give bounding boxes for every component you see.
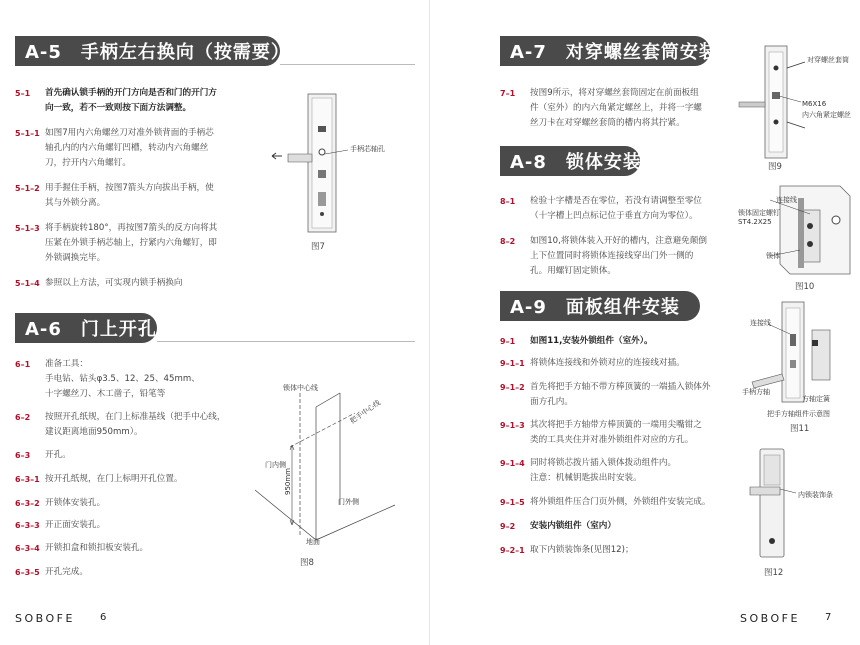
step-number: 5–1–1 <box>15 129 40 138</box>
step-number: 6–3–3 <box>15 521 40 530</box>
step-text: 准备工具： <box>45 359 88 369</box>
step-text: 如图10,将锁体装入开好的槽内，注意避免颠倒 <box>530 236 707 246</box>
section-title: A-7 对穿螺丝套筒安装 <box>510 42 718 63</box>
section-header-a8 <box>500 146 640 176</box>
step-text: 轴孔内的内六角螺钉凹槽，转动内六角螺丝 <box>45 143 209 153</box>
step-number: 6–1 <box>15 360 31 369</box>
step-text: 刀，拧开内六角螺钉。 <box>45 158 131 168</box>
figure-12-inner-trim <box>750 445 830 565</box>
figure-7-caption: 图7 <box>311 242 325 252</box>
fig10-label-lockbody: 锁体 <box>766 252 780 260</box>
section-header-a5 <box>15 36 415 66</box>
step-number: 6–2 <box>15 413 31 422</box>
step-text: 同时将锁芯拨片插入锁体拨动组件内。 <box>530 458 677 468</box>
step-number: 6–3–1 <box>15 475 40 484</box>
step-text: 外锁调换完毕。 <box>45 253 106 263</box>
fig11-label-shaft-spring: 方轴定簧 <box>802 395 830 403</box>
step-text: 上下位置同时将锁体连接线穿出门外一侧的 <box>530 251 694 261</box>
step-number: 6–3–5 <box>15 568 40 577</box>
fig10-label-screw-size: ST4.2X25 <box>738 218 772 226</box>
fig9-label-hex-screw: 内六角紧定螺丝 <box>802 111 851 119</box>
fig9-label-sleeve: 对穿螺丝套筒 <box>807 56 849 64</box>
step-text: 用手握住手柄，按图7箭头方向拔出手柄，使 <box>45 183 214 193</box>
fig8-label-door-outside: 门外侧 <box>338 498 359 506</box>
step-number: 6–3 <box>15 451 31 460</box>
figure-11-caption: 图11 <box>790 424 810 434</box>
step-text: 开正面安装孔。 <box>45 520 106 530</box>
step-text: 开孔完成。 <box>45 567 88 577</box>
section-title: A-8 锁体安装 <box>510 152 642 173</box>
step-text: 建议距离地面950mm）。 <box>45 427 143 437</box>
header-rule <box>157 341 415 342</box>
step-text: 其与外锁分离。 <box>45 198 106 208</box>
step-text: 取下内锁装饰条(见图12)； <box>530 545 634 555</box>
step-text: 安装内锁组件（室内） <box>530 521 616 531</box>
step-number: 9–1–2 <box>500 383 525 392</box>
step-number: 5–1–2 <box>15 184 40 193</box>
step-number: 5–1 <box>15 89 31 98</box>
step-text: 如图7用内六角螺丝刀对准外锁背面的手柄芯 <box>45 128 214 138</box>
step-number: 8–1 <box>500 197 516 206</box>
step-number: 9–1–5 <box>500 498 525 507</box>
step-text: 压紧在外锁手柄芯轴上，拧紧内六角螺钉，即 <box>45 238 217 248</box>
step-number: 7–1 <box>500 89 516 98</box>
step-text: 将锁体连接线和外锁对应的连接线对插。 <box>530 358 685 368</box>
step-text: （十字槽上凹点标记位于垂直方向为零位）。 <box>530 211 698 221</box>
step-number: 9–2 <box>500 522 516 531</box>
step-text: 按照开孔纸规，在门上标准基线（把手中心线， <box>45 412 226 422</box>
fig10-label-wire: 连接线 <box>776 196 797 204</box>
fig7-label-handle-shaft-hole: 手柄芯轴孔 <box>350 145 385 153</box>
step-text: 注意：机械钥匙拔出时安装。 <box>530 473 642 483</box>
fig8-label-lock-center: 锁体中心线 <box>283 384 318 392</box>
step-text: 件（室外）的内六角紧定螺丝上，并将一字螺 <box>530 103 702 113</box>
step-text: 孔。用螺钉固定锁体。 <box>530 266 616 276</box>
step-text: 向一致，若不一致则按下面方法调整。 <box>45 103 192 113</box>
fig8-label-height: 950mm <box>284 468 292 495</box>
step-number: 6–3–2 <box>15 499 40 508</box>
section-title: A-5 手柄左右换向（按需要） <box>25 42 290 63</box>
step-number: 6–3–4 <box>15 544 40 553</box>
header-rule <box>280 64 415 65</box>
step-text: 开锁扣盒和锁扣板安装孔。 <box>45 543 149 553</box>
step-text: 检验十字槽是否在零位，若没有请调整至零位 <box>530 196 702 206</box>
step-text: 开孔。 <box>45 450 71 460</box>
step-text: 面方孔内。 <box>530 397 573 407</box>
fig8-label-door-inside: 门内侧 <box>265 461 286 469</box>
step-text: 十字螺丝刀、木工凿子，铅笔等 <box>45 389 166 399</box>
right-page <box>430 0 860 645</box>
figure-8-door-drilling-diagram <box>250 385 400 555</box>
fig10-label-fix-screw: 锁体固定螺钉 <box>738 209 780 217</box>
page-number: 7 <box>825 612 832 623</box>
step-text: 参照以上方法，可实现内锁手柄换向 <box>45 278 183 288</box>
step-text: 首先将把手方轴不带方棒顶簧的一端插入锁体外 <box>530 382 711 392</box>
fig8-label-handle-center: 把手中心线 <box>348 398 382 426</box>
step-number: 9–1–4 <box>500 459 525 468</box>
figure-10-lockbody-install <box>740 180 860 280</box>
step-text: 手电钻、钻头φ3.5、12、25、45mm、 <box>45 374 200 384</box>
step-number: 5–1–3 <box>15 224 40 233</box>
step-number: 9–2–1 <box>500 546 525 555</box>
figure-7-lock-handle <box>270 92 390 252</box>
step-text: 其次将把手方轴带方棒顶簧的一端用尖嘴钳之 <box>530 420 702 430</box>
step-text: 首先确认锁手柄的开门方向是否和门的开门方 <box>45 88 217 98</box>
step-text: 丝刀卡在对穿螺丝套筒的槽内将其拧紧。 <box>530 118 685 128</box>
section-title: A-9 面板组件安装 <box>510 297 680 318</box>
brand-logo: SOBOFE <box>15 612 75 625</box>
fig11-label-handle-shaft: 手柄方轴 <box>742 388 770 396</box>
fig11-label-wire: 连接线 <box>750 319 771 327</box>
fig12-label-inner-trim: 内锁装饰条 <box>798 491 833 499</box>
step-text: 按图9所示，将对穿螺丝套筒固定在前面板组 <box>530 88 699 98</box>
step-number: 9–1–3 <box>500 421 525 430</box>
step-text: 类的工具夹住并对准外锁组件对应的方孔。 <box>530 435 694 445</box>
step-number: 9–1 <box>500 337 516 346</box>
fig8-label-ground: 地面 <box>306 538 320 546</box>
step-number: 9–1–1 <box>500 359 525 368</box>
figure-9-caption: 图9 <box>768 162 782 172</box>
step-text: 按开孔纸规，在门上标明开孔位置。 <box>45 474 183 484</box>
step-text: 将外锁组件压合门页外侧，外锁组件安装完成。 <box>530 497 711 507</box>
brand-logo: SOBOFE <box>740 612 800 625</box>
section-title: A-6 门上开孔 <box>25 319 157 340</box>
figure-8-caption: 图8 <box>300 558 314 568</box>
section-header-a7 <box>500 36 718 66</box>
figure-12-caption: 图12 <box>764 568 784 578</box>
section-header-a9 <box>500 291 700 321</box>
fig11-label-subtitle: 把手方轴组件示意图 <box>767 410 830 418</box>
section-header-a6 <box>15 313 415 343</box>
step-text: 将手柄旋转180°，再按图7箭头的反方向将其 <box>45 223 218 233</box>
fig9-label-screw-size: M6X16 <box>802 100 827 108</box>
step-text: 如图11,安装外锁组件（室外）。 <box>530 336 653 346</box>
step-number: 8–2 <box>500 237 516 246</box>
step-number: 5–1–4 <box>15 279 40 288</box>
figure-10-caption: 图10 <box>795 282 815 292</box>
page-number: 6 <box>100 612 107 623</box>
step-text: 开锁体安装孔。 <box>45 498 106 508</box>
